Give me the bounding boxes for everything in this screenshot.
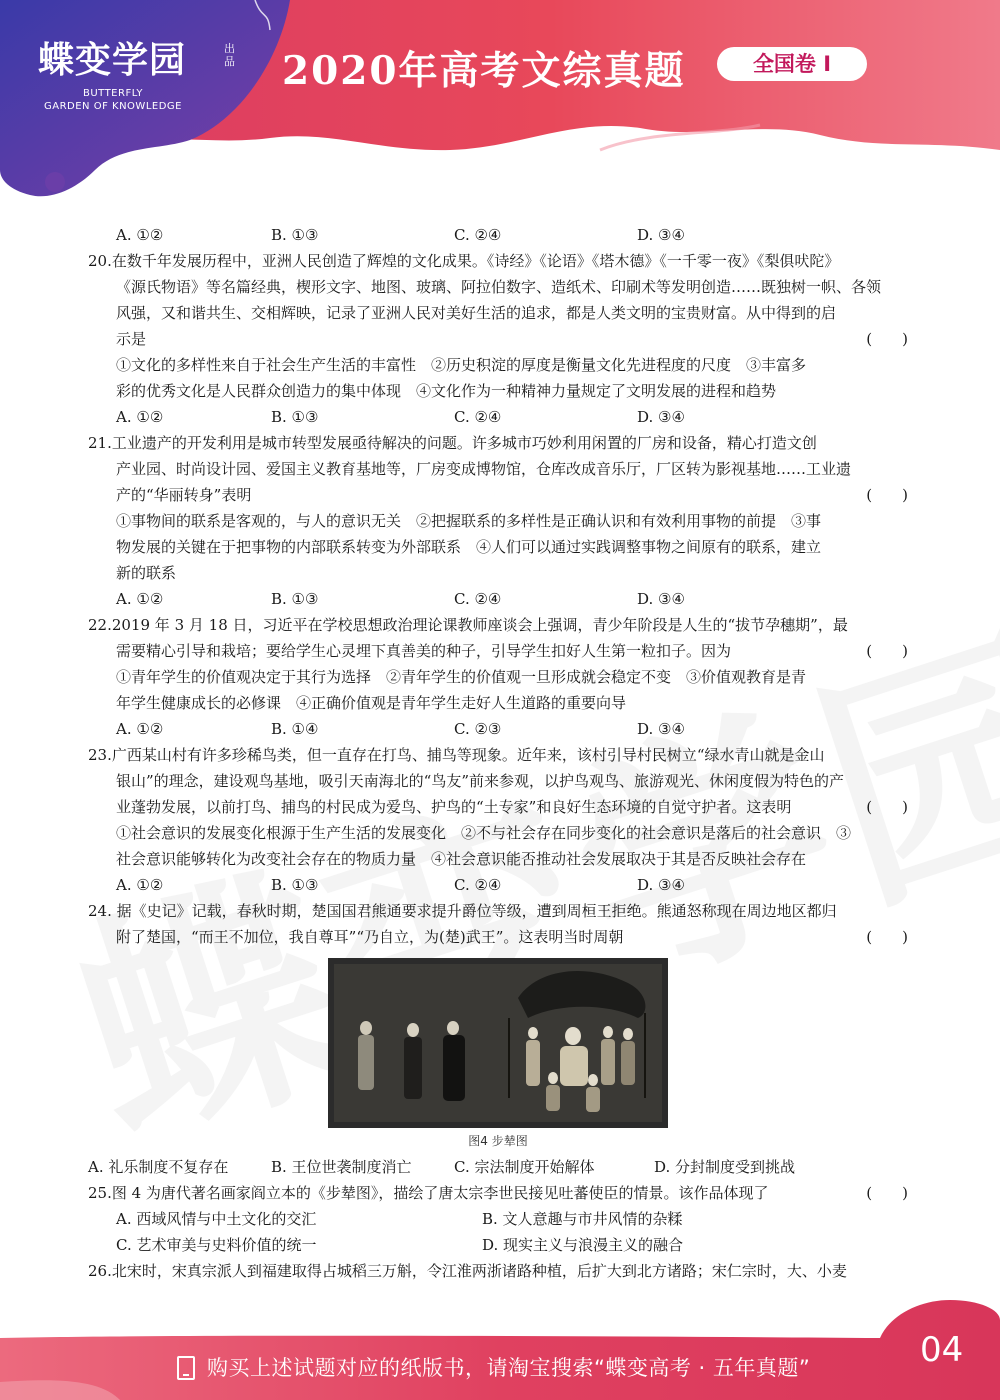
q24-options [88, 1154, 914, 1180]
option-d: D. ③④ [637, 408, 685, 426]
statement-line: 年学生健康成长的必修课 ④正确价值观是青年学生走好人生道路的重要向导 [116, 694, 627, 712]
statement-line: 彩的优秀文化是人民群众创造力的集中体现 ④文化作为一种精神力量规定了文明发展的进程和趋势 [116, 382, 777, 400]
logo-english-line-2: GARDEN OF KNOWLEDGE [44, 101, 182, 112]
question-line: 22.2019 年 3 月 18 日，习近平在学校思想政治理论课教师座谈会上强调，青少年阶段是人生的“拔节孕穗期”，最 [88, 616, 848, 634]
statement-line: 物发展的关键在于把事物的内部联系转变为外部联系 ④人们可以通过实践调整事物之间原有的联系，建立 [116, 538, 822, 556]
option-a: A. ①② [116, 408, 164, 426]
q25-options-row-1 [88, 1206, 914, 1232]
option-a: A. ①② [116, 226, 164, 244]
painting-image [328, 958, 668, 1128]
answer-bracket: ( ) [866, 798, 908, 816]
exam-version-badge: 全国卷 I [717, 47, 867, 81]
q21-options [88, 586, 914, 612]
answer-bracket: ( ) [866, 330, 908, 348]
option-b: B. ①③ [271, 226, 319, 244]
logo-text: 蝶变学园 [38, 40, 187, 81]
option-a: A. ①② [116, 720, 164, 738]
statement-line: ①社会意识的发展变化根源于生产生活的发展变化 ②不与社会存在同步变化的社会意识是落后的社会意识 ③ [116, 824, 852, 842]
statement-line: 新的联系 [116, 564, 177, 582]
question-line: 21.工业遗产的开发利用是城市转型发展亟待解决的问题。许多城市巧妙利用闲置的厂房和设备，精心打造文创 [88, 434, 817, 452]
option-c: C. ②④ [454, 226, 502, 244]
answer-bracket: ( ) [866, 1184, 908, 1202]
page-header [0, 0, 1000, 200]
option-c: C. ②④ [454, 590, 502, 608]
option-b: B. 王位世袭制度消亡 [271, 1158, 412, 1176]
question-line: 《源氏物语》等名篇经典，楔形文字、地图、玻璃、阿拉伯数字、造纸术、印刷术等发明创造……既独树一帜、各领 [116, 278, 882, 296]
statement-line: ①青年学生的价值观决定于其行为选择 ②青年学生的价值观一旦形成就会稳定不变 ③价值观教育是青 [116, 668, 807, 686]
question-26 [88, 1258, 914, 1284]
option-a: A. 礼乐制度不复存在 [88, 1158, 229, 1176]
option-c: C. ②③ [454, 720, 502, 738]
option-a: A. ①② [116, 876, 164, 894]
option-b: B. ①③ [271, 590, 319, 608]
option-c: C. 宗法制度开始解体 [454, 1158, 595, 1176]
question-23 [88, 742, 914, 820]
question-21 [88, 430, 914, 508]
q20-statements [88, 352, 914, 404]
q20-options [88, 404, 914, 430]
question-line: 24. 据《史记》记载，春秋时期，楚国国君熊通要求提升爵位等级，遭到周桓王拒绝。熊通怒称现在周边地区都归 [88, 902, 837, 920]
option-d: D. 现实主义与浪漫主义的融合 [482, 1236, 684, 1254]
q23-statements [88, 820, 914, 872]
question-25 [88, 1180, 914, 1206]
statement-line: ①文化的多样性来自于社会生产生活的丰富性 ②历史积淀的厚度是衡量文化先进程度的尺度 ③丰富多 [116, 356, 807, 374]
option-b: B. ①③ [271, 408, 319, 426]
q19-options [88, 222, 914, 248]
question-line: 25.图 4 为唐代著名画家阎立本的《步辇图》，描绘了唐太宗李世民接见吐蕃使臣的情景。该作品体现了 [88, 1184, 769, 1202]
answer-bracket: ( ) [866, 928, 908, 946]
question-line: 附了楚国，“而王不加位，我自尊耳”“乃自立，为(楚)武王”。这表明当时周朝 [116, 928, 624, 946]
option-c: C. 艺术审美与史料价值的统一 [116, 1236, 317, 1254]
question-line: 20.在数千年发展历程中，亚洲人民创造了辉煌的文化成果。《诗经》《论语》《塔木德》《一千零一夜》《梨俱吠陀》 [88, 252, 840, 270]
page-footer [0, 1300, 1000, 1400]
q25-options-row-2 [88, 1232, 914, 1258]
q22-statements [88, 664, 914, 716]
page-number: 04 [920, 1330, 964, 1370]
question-line: 风强，又和谐共生、交相辉映，记录了亚洲人民对美好生活的追求，都是人类文明的宝贵财富。从中得到的启 [116, 304, 837, 322]
option-d: D. 分封制度受到挑战 [654, 1158, 796, 1176]
question-line: 示是 [116, 330, 147, 348]
option-b: B. 文人意趣与市井风情的杂糅 [482, 1210, 683, 1228]
option-b: B. ①④ [271, 720, 319, 738]
statement-line: 社会意识能够转化为改变社会存在的物质力量 ④社会意识能否推动社会发展取决于其是否反映社会存在 [116, 850, 807, 868]
option-c: C. ②④ [454, 876, 502, 894]
logo-english-line-1: BUTTERFLY [82, 88, 144, 99]
question-line: 银山”的理念，建设观鸟基地，吸引天南海北的“鸟友”前来参观，以护鸟观鸟、旅游观光、休闲度假为特色的产 [116, 772, 845, 790]
question-line: 业蓬勃发展，以前打鸟、捕鸟的村民成为爱鸟、护鸟的“土专家”和良好生态环境的自觉守护者。这表明 [116, 798, 792, 816]
question-20 [88, 248, 914, 352]
book-icon [177, 1356, 195, 1380]
question-line: 23.广西某山村有许多珍稀鸟类，但一直存在打鸟、捕鸟等现象。近年来，该村引导村民树立“绿水青山就是金山 [88, 746, 825, 764]
footer-promo-text: 购买上述试题对应的纸版书，请淘宝搜索“蝶变高考 · 五年真题” [207, 1356, 811, 1380]
brand-logo [38, 32, 235, 113]
figure-4 [328, 958, 668, 1150]
footer-background [0, 1300, 1000, 1400]
option-d: D. ③④ [637, 876, 685, 894]
question-line: 产的“华丽转身”表明 [116, 486, 252, 504]
q23-options [88, 872, 914, 898]
answer-bracket: ( ) [866, 642, 908, 660]
option-d: D. ③④ [637, 720, 685, 738]
q21-statements [88, 508, 914, 586]
logo-sub-text: 出品 [224, 42, 235, 68]
q22-options [88, 716, 914, 742]
option-a: A. ①② [116, 590, 164, 608]
question-24 [88, 898, 914, 950]
question-line: 26.北宋时，宋真宗派人到福建取得占城稻三万斛，令江淮两浙诸路种植，后扩大到北方诸路；宋仁宗时，大、小麦 [88, 1262, 847, 1280]
option-b: B. ①③ [271, 876, 319, 894]
option-d: D. ③④ [637, 226, 685, 244]
statement-line: ①事物间的联系是客观的，与人的意识无关 ②把握联系的多样性是正确认识和有效利用事物的前提 ③事 [116, 512, 822, 530]
figure-caption: 图4 步辇图 [468, 1134, 528, 1148]
option-d: D. ③④ [637, 590, 685, 608]
option-c: C. ②④ [454, 408, 502, 426]
question-line: 需要精心引导和栽培；要给学生心灵埋下真善美的种子，引导学生扣好人生第一粒扣子。因为 [116, 642, 732, 660]
answer-bracket: ( ) [866, 486, 908, 504]
question-line: 产业园、时尚设计园、爱国主义教育基地等，厂房变成博物馆，仓库改成音乐厅，厂区转为影视基地……工业遗 [116, 460, 852, 478]
option-a: A. 西域风情与中土文化的交汇 [116, 1210, 317, 1228]
exam-content [88, 222, 914, 1284]
page-title: 2020年高考文综真题 [282, 48, 686, 94]
question-22 [88, 612, 914, 664]
